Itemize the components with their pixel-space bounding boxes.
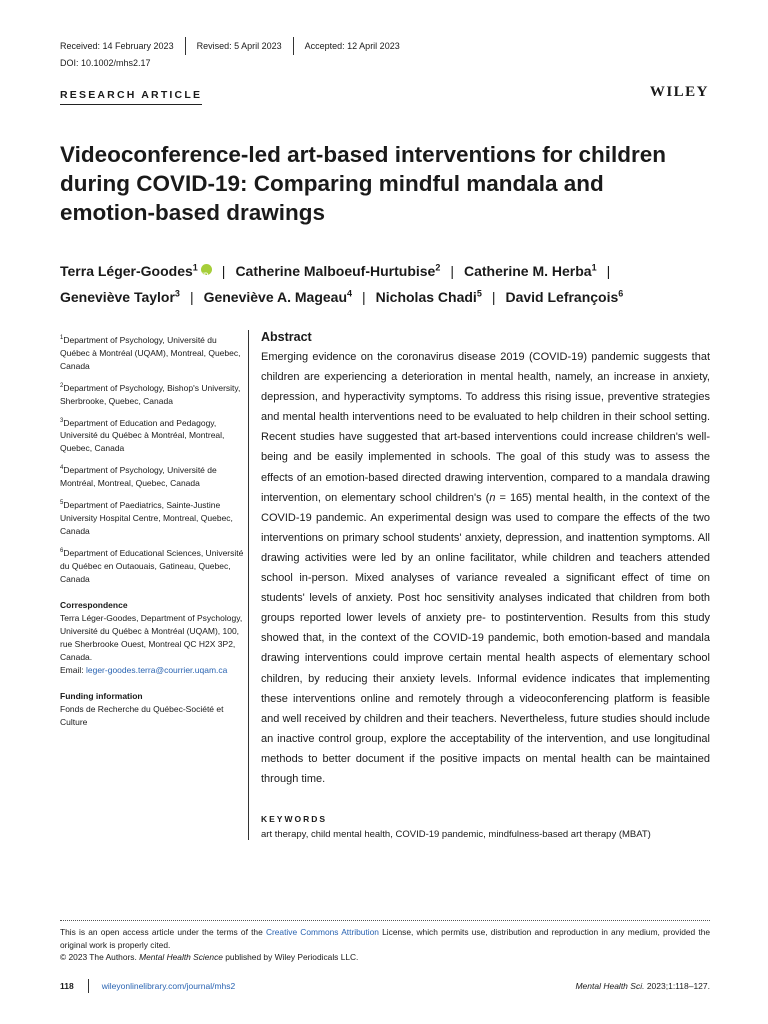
correspondence-heading: Correspondence xyxy=(60,599,128,610)
author[interactable]: David Lefrançois$^6$ xyxy=(505,288,624,306)
footnote-divider xyxy=(60,920,710,921)
page-footer xyxy=(60,979,710,993)
abstract-heading: Abstract xyxy=(261,330,312,344)
divider xyxy=(88,979,89,993)
revised-date: Revised: 5 April 2023 xyxy=(196,41,282,51)
author[interactable]: Catherine Malboeuf-Hurtubise$^2$ xyxy=(235,262,441,279)
author-list: Terra Léger-Goodes$^1$iD | Catherine Malboeuf-Hurtubise$^2$ | Catherine M. Herba$^1$ | Geneviève Taylor$^3$ | Geneviève A. Mageau$^4$ | Nicholas Chadi$^5$ | David Lefrançois$^6$ xyxy=(60,256,710,309)
keywords-heading: KEYWORDS xyxy=(261,814,328,825)
author[interactable]: Terra Léger-Goodes$^1$ xyxy=(60,262,198,279)
sidebar-info xyxy=(60,332,248,735)
affiliation: $^3$Department of Education and Pedagogy, Université du Québec à Montréal, Montreal, Quebec, Canada xyxy=(60,417,225,454)
citation: Mental Health Sci. 2023;1:118–127. xyxy=(575,981,710,991)
keywords-list: art therapy, child mental health, COVID-19 pandemic, mindfulness-based art therapy (MBAT) xyxy=(261,829,651,841)
affiliation: $^4$Department of Psychology, Université de Montréal, Montreal, Quebec, Canada xyxy=(60,465,217,489)
accepted-date: Accepted: 12 April 2023 xyxy=(304,41,400,51)
license-notice: This is an open access article under the terms of the Creative Commons Attribution License, which permits use, distribution and reproduction in any medium, provided the original work is properly cited. xyxy=(60,927,711,950)
affiliation: $^2$Department of Psychology, Bishop's University, Sherbrooke, Quebec, Canada xyxy=(60,382,241,406)
journal-url-link[interactable]: wileyonlinelibrary.com/journal/mhs2 xyxy=(101,981,236,991)
article-type: RESEARCH ARTICLE xyxy=(60,89,202,105)
funding-heading: Funding information xyxy=(60,690,143,701)
affiliation: $^6$Department of Educational Sciences, Université du Québec en Outaouais, Gatineau, Quebec, Canada xyxy=(60,547,244,584)
received-date: Received: 14 February 2023 xyxy=(60,41,174,51)
doi[interactable]: DOI: 10.1002/mhs2.17 xyxy=(60,58,151,68)
article-title: Videoconference-led art-based interventions for children during COVID-19: Comparing mindful mandala and emotion-based drawings xyxy=(60,142,666,225)
funding-body: Fonds de Recherche du Québec-Société et Culture xyxy=(60,703,224,727)
abstract-section xyxy=(248,330,710,840)
license-link[interactable]: Creative Commons Attribution xyxy=(265,927,379,937)
publisher-logo: WILEY xyxy=(649,84,709,100)
orcid-icon[interactable] xyxy=(201,264,212,275)
history-dates xyxy=(60,37,411,55)
correspondence-body: Terra Léger-Goodes, Department of Psychology, Université du Québec à Montréal (UQAM), 100, rue Sherbrooke Ouest, Montreal QC H2X 3P2, Canada. Email: leger-goodes.terra@courrier.uqam.ca xyxy=(60,612,243,675)
author[interactable]: Nicholas Chadi$^5$ xyxy=(375,288,482,306)
author[interactable]: Catherine M. Herba$^1$ xyxy=(464,262,597,279)
author[interactable]: Geneviève A. Mageau$^4$ xyxy=(203,288,353,306)
abstract-text: Emerging evidence on the coronavirus disease 2019 (COVID-19) pandemic suggests that children are experiencing a deterioration in mental health, namely, an increase in anxiety, depression, and hyperactivity symptoms. To address this rising issue, preventive strategies and mental health interventions need to be evaluated to help children in their school setting. Recent studies have suggested that art-based interventions could increase children's well-being and be easily implemented in schools. The goal of this study was to assess the effects of an emotion-based directed drawing intervention, compared to a mandala drawing intervention, on elementary school children's (n = 165) mental health, in the context of the COVID-19 pandemic. An experimental design was used to compare the effects of the two interventions on primary school students' anxiety, depression, and inattention symptoms. All drawing activities were led by an online facilitator, while children and teachers attended school in-person. Mixed analyses of variance revealed a significant effect of time on students' levels of anxiety. Post hoc sensitivity analyses indicated that children from both groups reported lower levels of anxiety pre- to postintervention. Results from this study showed that, in the context of the COVID-19 pandemic, both emotion-based and mandala drawing interventions could improve certain mental health aspects of elementary school children, by reducing their anxiety levels. Informal evidence indicates that implementing these interventions online and remotely through a videoconferencing platform is feasible and well received by children and their teachers. Nevertheless, future studies should include an inactive control group, explore the acceptability of the intervention, and use longitudinal methods to better document if the positive impacts on mental health can be maintained through time. xyxy=(261,351,711,785)
affiliation: $^5$Department of Paediatrics, Sainte-Justine University Hospital Centre, Montreal, Quebec, Canada xyxy=(60,500,233,537)
affiliation: $^1$Department of Psychology, Université du Québec à Montréal (UQAM), Montreal, Quebec, Canada xyxy=(60,334,241,371)
copyright-line: © 2023 The Authors. Mental Health Science published by Wiley Periodicals LLC. xyxy=(60,952,359,962)
email-link[interactable]: leger-goodes.terra@courrier.uqam.ca xyxy=(85,664,228,675)
author[interactable]: Geneviève Taylor$^3$ xyxy=(60,288,180,306)
page-number: 118 xyxy=(60,981,74,991)
